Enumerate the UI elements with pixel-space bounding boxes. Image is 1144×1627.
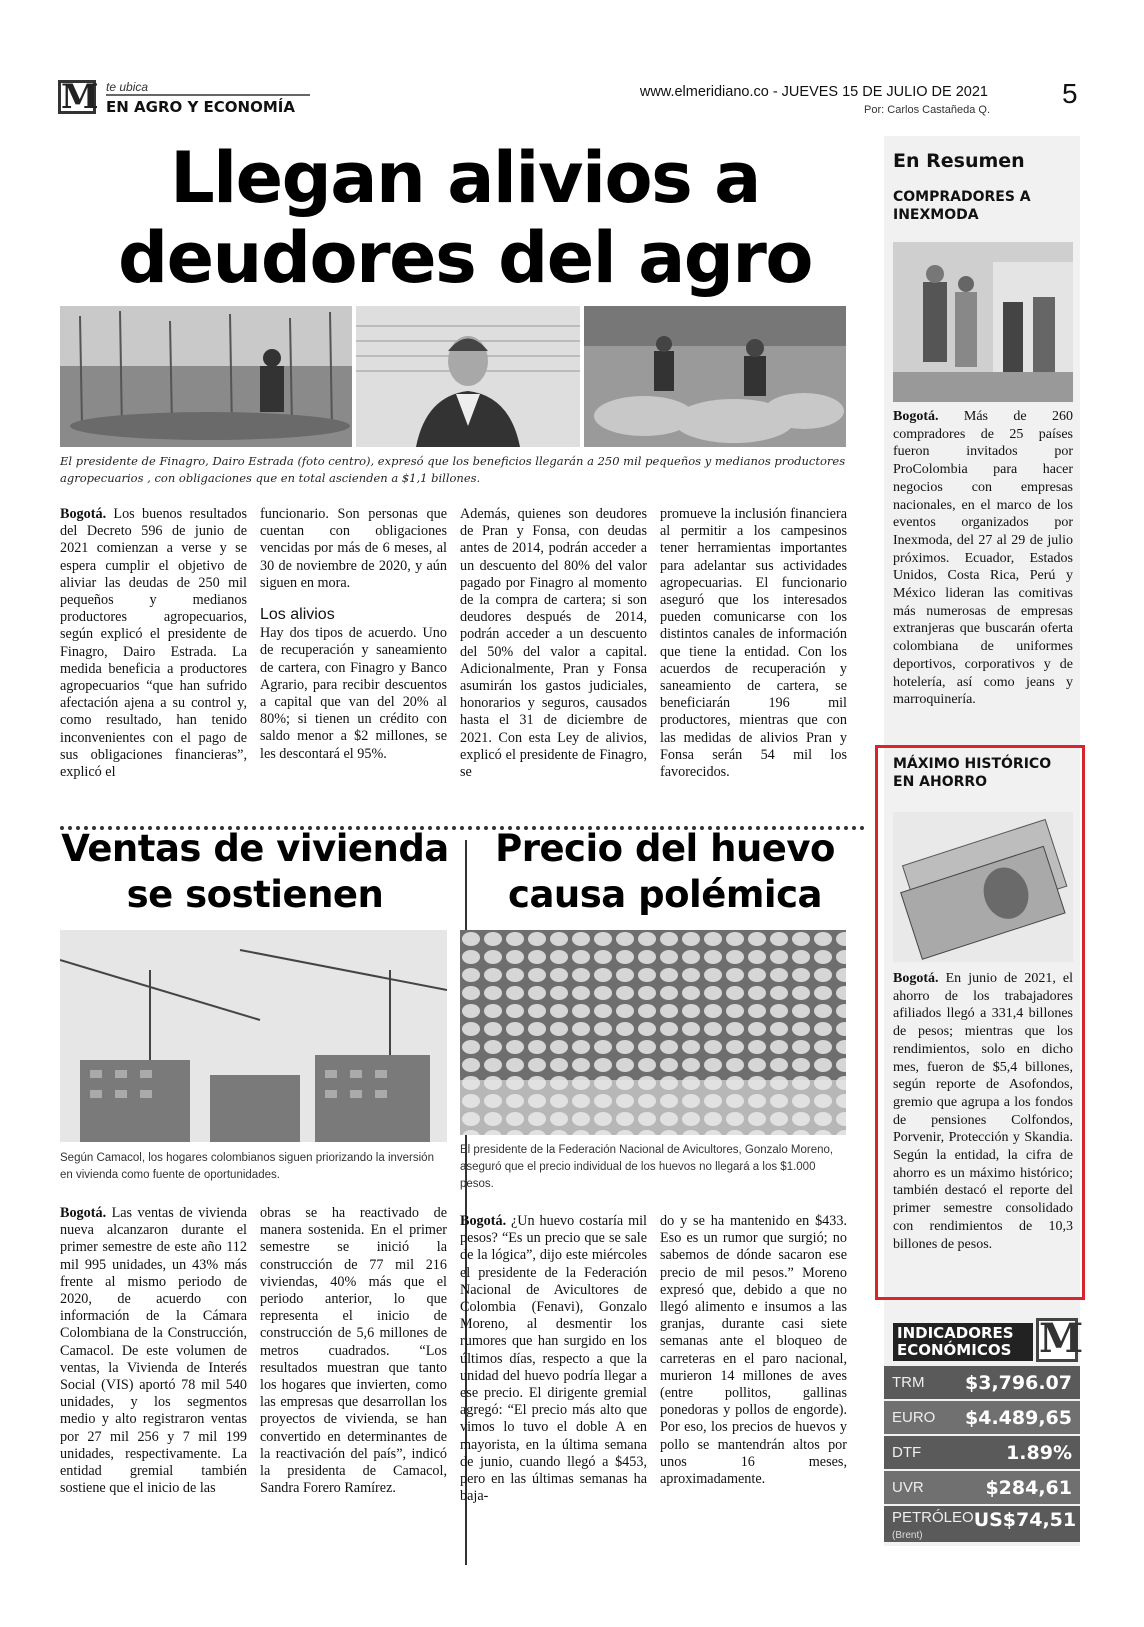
indicators-title: INDICADORES ECONÓMICOS: [893, 1323, 1033, 1361]
housing-photo-caption: Según Camacol, los hogares colombianos siguen priorizando la inversión en vivienda como fuente de oportunidades.: [60, 1152, 434, 1181]
indicator-label: DTF: [892, 1444, 922, 1461]
indicator-label: UVR: [892, 1479, 924, 1496]
sidebar-title: En Resumen: [893, 150, 1025, 172]
egg-photo-caption: El presidente de la Federación Nacional de Avicultores, Gonzalo Moreno, aseguró que el precio individual de los huevos no llegará a los $1.000 pesos.: [460, 1144, 834, 1190]
indicator-value: $4.489,65: [965, 1406, 1072, 1429]
main-subhead: Los alivios: [260, 606, 335, 624]
indicator-label: PETRÓLEO: [892, 1509, 974, 1526]
photo-inexmoda-store: [893, 242, 1073, 402]
main-col2b-text: Hay dos tipos de acuerdo. Uno de recuperación y saneamiento de cartera, con Finagro y Banco Agrario, para recibir descuentos a capital que van del 20% al 80%; si tienen un crédito con saldo menor a $2 millones, se les descontará el 95%.: [260, 625, 447, 762]
housing-story-col2: obras se ha reactivado de manera sostenida. En el primer semestre se inició la construcción de 77 mil 216 viviendas, 40% más que el periodo anterior, lo que representa el inicio de construcción de 5,6 millones de metros cuadrados. “Los resultados muestran que tanto los hogares que invierten, como las empresas que desarrollan los proyectos de vivienda, se han convertido en determinantes de la reactivación del país”, indicó la presidenta de Camacol, Sandra Forero Ramírez.: [260, 1205, 447, 1497]
brief1-body: Más de 260 compradores de 25 países fueron invitados por ProColombia para hacer negocios con empresas nacionales, en el marco de los eventos organizados por Inexmoda, del 27 al 29 de julio próximos. Ecuador, Estados Unidos, Costa Rica, Perú y México lideran las comitivas más numerosas de empresas extranjeras que buscarán oferta colombiana de uniformes deportivos, corporativos y de hotelería, así como jeans y marroquinería.: [893, 409, 1073, 708]
egg-dateline: Bogotá.: [460, 1213, 507, 1229]
egg-headline-line2: causa polémica: [508, 873, 822, 916]
photo-yuca-harvest: [584, 306, 846, 447]
main-story-col2: [260, 506, 447, 763]
indicator-petroleo: [884, 1506, 1080, 1542]
indicator-sublabel: (Brent): [892, 1530, 923, 1541]
egg-story-col1: [460, 1213, 647, 1505]
egg-headline-line1: Precio del huevo: [495, 827, 835, 870]
egg-col1-text: ¿Un huevo costaría mil pesos? “Es un precio que se sale de la lógica”, dijo este miércoles el presidente de la Federación Nacional de Avicultores de Colombia (Fenavi), Gonzalo Moreno, al desmentir los rumores que han surgido en los últimos días, respecto a que la unidad del huevo podría llegar a ese precio. El dirigente gremial agregó: “El precio más alto que vimos lo tuvo el doble A en mayorista, en la última semana de junio, cuando llegó a $453, pero en las últimas semanas ha baja-: [460, 1213, 647, 1505]
indicator-dtf: [884, 1436, 1080, 1469]
photo-banknotes: [893, 812, 1073, 962]
egg-headline: [470, 826, 860, 918]
photo-farmer-field: [60, 306, 352, 447]
main-headline-line2: deudores del agro: [117, 217, 813, 299]
indicator-value: 1.89%: [1006, 1441, 1072, 1464]
photo-construction-cranes: [60, 930, 447, 1142]
newspaper-logo: M: [58, 80, 96, 114]
indicator-label: EURO: [892, 1409, 936, 1426]
main-story-col3: Además, quienes son deudores de Pran y Fonsa, con deudas antes de 2014, podrán acceder a un descuento del 80% del valor pagado por Finagro al momento de la compra de cartera; si son deudores después de 2014, podrán acceder a un descuento del 50% del valor a capital. Adicionalmente, Pran y Fonsa asumirán los gastos judiciales, honorarios y seguros, causados hasta el 31 de diciembre de 2021. Con esta Ley de alivios, explicó el presidente de Finagro, se: [460, 506, 647, 781]
housing-headline-line2: se sostienen: [126, 873, 384, 916]
main-col1-text: Los buenos resultados del Decreto 596 de junio de 2021 comienzan a verse y se espera cumplir el objetivo de aliviar las deudas de 250 mil pequeños y medianos productores agropecuarios, según explicó el presidente de Finagro, Dairo Estrada. La medida beneficia a productores agropecuarios “que han sufrido afectación ajena a su control y, como resultado, han tenido inconvenientes con el pago de sus obligaciones financieras”, explicó el: [60, 506, 247, 781]
brief2-body: En junio de 2021, el ahorro de los trabajadores afiliados llegó a 331,4 billones de pesos; mientras que los rendimientos, solo en dicho mes, fueron de $5,4 billones, según reporte de Asofondos, gremio que agrupa a los fondos de pensiones Colfondos, Porvenir, Protección y Skandia. Según la entidad, la cifra de ahorro es un máximo histórico; también destacó el reporte del primer semestre consolidado con rendimientos de 10,3 billones de pesos.: [893, 971, 1073, 1252]
indicator-uvr: [884, 1471, 1080, 1504]
header-author: Por: Carlos Castañeda Q.: [864, 104, 990, 116]
main-story-col4: promueve la inclusión financiera al permitir a los campesinos tener herramientas importantes para adelantar sus actividades agropecuarias. El funcionario aseguró que los interesados pueden comunicarse con los distintos canales de información que tiene la entidad. Con los acuerdos de recuperación y saneamiento de cartera, se beneficiarán 196 mil productores, mientras que con las medidas de alivios Pran y Fonsa serán 54 mil los favorecidos.: [660, 506, 847, 781]
brief1-dateline: Bogotá.: [893, 409, 939, 424]
section-kicker: te ubica: [106, 80, 149, 94]
housing-dateline: Bogotá.: [60, 1205, 107, 1221]
main-story-col1: [60, 506, 247, 781]
indicator-euro: [884, 1401, 1080, 1434]
indicator-value: US$74,51: [973, 1509, 1077, 1531]
main-photo-caption: El presidente de Finagro, Dairo Estrada (foto centro), expresó que los beneficios llegarán a 250 mil pequeños y medianos productores agropecuarios , con obligaciones que en total ascienden a $1,1 billones.: [60, 454, 846, 485]
header-date: www.elmeridiano.co - JUEVES 15 DE JULIO DE 2021: [639, 84, 988, 100]
indicator-label: TRM: [892, 1374, 925, 1391]
brief1-head: COMPRADORES A INEXMODA: [893, 189, 1031, 223]
main-dateline: Bogotá.: [60, 506, 107, 522]
housing-story-col1: [60, 1205, 247, 1497]
housing-headline: [55, 826, 455, 918]
main-col2a-text: funcionario. Son personas que cuentan con obligaciones vencidas por más de 6 meses, al 30 de noviembre de 2020, y aún siguen en mora.: [260, 506, 447, 591]
egg-story-col2: do y se ha mantenido en $433. Eso es un rumor que surgió; no sabemos de dónde sacaron ese precio de mil pesos.” Moreno expresó que, debido a que no llegó alimento e insumos a las granjas, durante casi siete semanas ante el bloqueo de carreteras en el paro nacional, murieron 14 millones de aves (entre pollitos, gallinas ponedoras y pollos de engorde). Por eso, los precios de huevos y pollo se mantendrán altos por unos 16 meses, aproximadamente.: [660, 1213, 847, 1488]
indicator-value: $284,61: [985, 1476, 1072, 1499]
brief2-head: MÁXIMO HISTÓRICO EN AHORRO: [893, 756, 1052, 790]
photo-egg-trays: [460, 930, 846, 1135]
brief1-text: [893, 408, 1073, 709]
brief2-text: [893, 970, 1073, 1253]
indicators-logo: M: [1036, 1318, 1078, 1362]
main-headline-line1: Llegan alivios a: [170, 137, 760, 219]
indicator-value: $3,796.07: [965, 1371, 1072, 1394]
brief2-dateline: Bogotá.: [893, 971, 939, 986]
main-headline: [60, 138, 870, 298]
section-name: EN AGRO Y ECONOMÍA: [106, 98, 295, 116]
housing-headline-line1: Ventas de vivienda: [61, 827, 449, 870]
section-rule: [106, 94, 310, 96]
page-number: 5: [1062, 78, 1078, 109]
indicator-trm: [884, 1366, 1080, 1399]
housing-col1-text: Las ventas de vivienda nueva alcanzaron durante el primer semestre de este año 112 mil 995 unidades, un 43% más frente al mismo periodo de 2020, de acuerdo con información de la Cámara Colombiana de la Construcción, Camacol. De este volumen de ventas, la Vivienda de Interés Social (VIS) aportó 78 mil 540 unidades, y los segmentos medio y alto registraron ventas por 27 mil 256 y 7 mil 199 unidades, respectivamente. La entidad gremial también sostiene que el inicio de las: [60, 1205, 247, 1497]
photo-finagro-president: [356, 306, 580, 447]
